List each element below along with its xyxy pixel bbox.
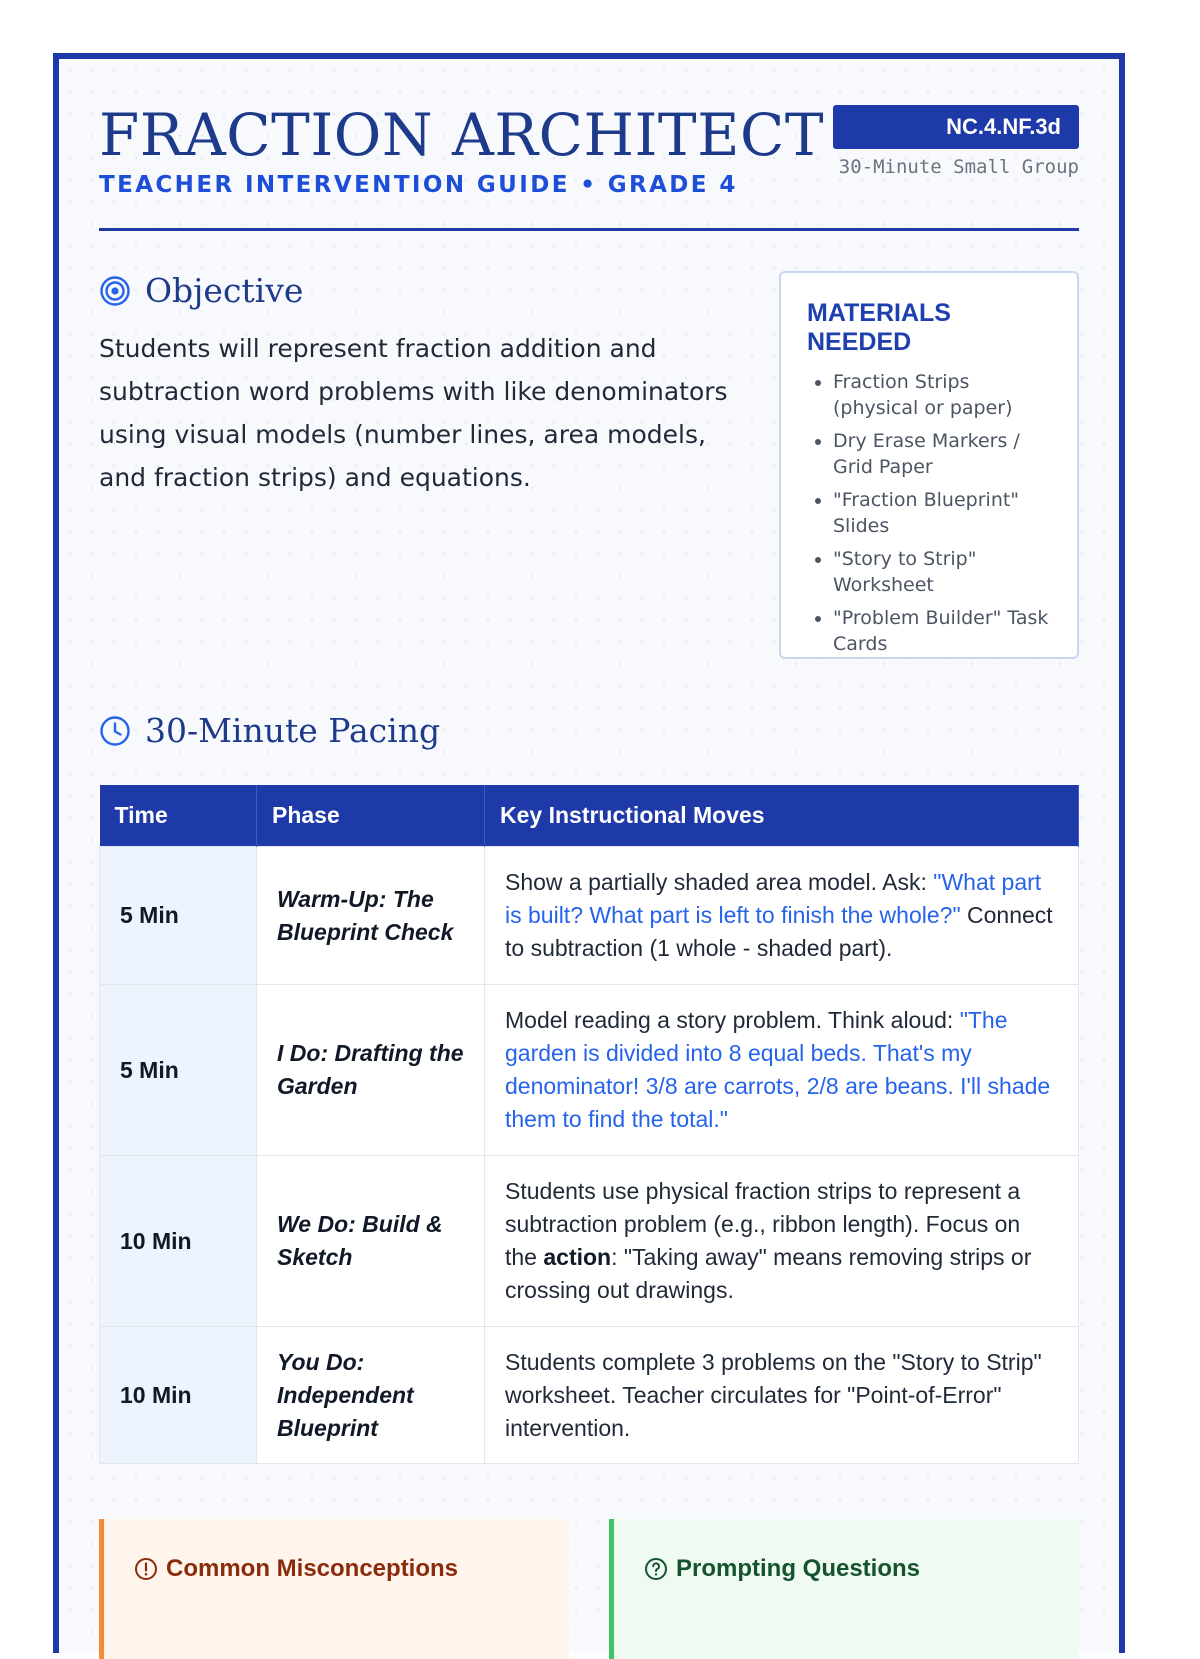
column-header-time: Time bbox=[100, 785, 257, 847]
guide-page bbox=[53, 53, 1125, 1653]
table-row bbox=[100, 1327, 1079, 1464]
header-divider bbox=[99, 228, 1079, 231]
column-header-moves: Key Instructional Moves bbox=[485, 785, 1079, 847]
objective-heading bbox=[99, 271, 303, 310]
moves-quote: "The garden is divided into 8 equal beds. That's my denominator! 3/8 are carrots, 2/8 are beans. I'll shade them to find the total." bbox=[505, 1007, 1051, 1132]
materials-item: • Dry Erase Markers / Grid Paper bbox=[833, 428, 1055, 480]
standard-badge: NC.4.NF.3d bbox=[833, 105, 1079, 149]
moves-cell bbox=[485, 1156, 1079, 1327]
prompting-title-label: Prompting Questions bbox=[676, 1555, 921, 1582]
misconceptions-title-label: Common Misconceptions bbox=[166, 1555, 459, 1582]
materials-heading: MATERIALS NEEDED bbox=[807, 299, 951, 356]
objective-heading-label: Objective bbox=[145, 271, 304, 310]
alert-circle-icon bbox=[134, 1557, 158, 1581]
moves-cell bbox=[485, 985, 1079, 1156]
prompting-title bbox=[644, 1555, 1079, 1583]
clock-icon bbox=[99, 715, 131, 747]
materials-box bbox=[779, 271, 1079, 659]
phase-cell: Warm-Up: The Blueprint Check bbox=[257, 847, 485, 985]
moves-text: Model reading a story problem. Think aloud: bbox=[505, 1007, 960, 1033]
moves-text: : "Taking away" means removing strips or crossing out drawings. bbox=[505, 1244, 1032, 1303]
moves-cell bbox=[485, 1327, 1079, 1464]
moves-text: Show a partially shaded area model. Ask: bbox=[505, 869, 934, 895]
pacing-heading-label: 30-Minute Pacing bbox=[145, 711, 441, 750]
time-cell: 10 Min bbox=[100, 1327, 257, 1464]
table-row bbox=[100, 1156, 1079, 1327]
objective-text: Students will represent fraction addition and subtraction word problems with like denominators using visual models (number lines, area models, and fraction strips) and equations. bbox=[99, 334, 728, 492]
time-cell: 5 Min bbox=[100, 985, 257, 1156]
time-cell: 10 Min bbox=[100, 1156, 257, 1327]
page-title: FRACTION ARCHITECT bbox=[99, 101, 825, 169]
phase-cell: You Do: Independent Blueprint bbox=[257, 1327, 485, 1464]
table-row bbox=[100, 985, 1079, 1156]
prompting-card bbox=[609, 1519, 1079, 1659]
moves-text: Students use physical fraction strips to represent a subtraction problem (e.g., ribbon length). Focus on the bbox=[505, 1178, 1021, 1270]
moves-text: Students complete 3 problems on the "Story to Strip" worksheet. Teacher circulates for "Point-of-Error" intervention. bbox=[505, 1348, 1042, 1441]
misconceptions-title bbox=[134, 1555, 569, 1583]
column-header-phase: Phase bbox=[257, 785, 485, 847]
time-cell: 5 Min bbox=[100, 847, 257, 985]
moves-emphasis: action bbox=[543, 1244, 612, 1270]
moves-cell bbox=[485, 847, 1079, 985]
moves-text: Connect to subtraction (1 whole - shaded part). bbox=[505, 902, 1053, 961]
help-circle-icon bbox=[644, 1557, 668, 1581]
materials-item: • "Problem Builder" Task Cards bbox=[833, 605, 1055, 657]
pacing-heading bbox=[99, 711, 440, 750]
target-icon bbox=[99, 275, 131, 307]
moves-quote: "What part is built? What part is left to finish the whole?" bbox=[505, 869, 1042, 928]
table-header-row bbox=[100, 785, 1079, 847]
pacing-table bbox=[99, 785, 1079, 1464]
materials-item: • Fraction Strips (physical or paper) bbox=[833, 369, 1055, 421]
materials-item: • "Fraction Blueprint" Slides bbox=[833, 487, 1055, 539]
phase-cell: I Do: Drafting the Garden bbox=[257, 985, 485, 1156]
materials-list bbox=[807, 369, 1055, 657]
table-row bbox=[100, 847, 1079, 985]
page-subtitle: TEACHER INTERVENTION GUIDE • GRADE 4 bbox=[99, 172, 738, 198]
misconceptions-card bbox=[99, 1519, 569, 1659]
materials-item: • "Story to Strip" Worksheet bbox=[833, 546, 1055, 598]
phase-cell: We Do: Build & Sketch bbox=[257, 1156, 485, 1327]
session-length: 30-Minute Small Group bbox=[838, 156, 1079, 178]
